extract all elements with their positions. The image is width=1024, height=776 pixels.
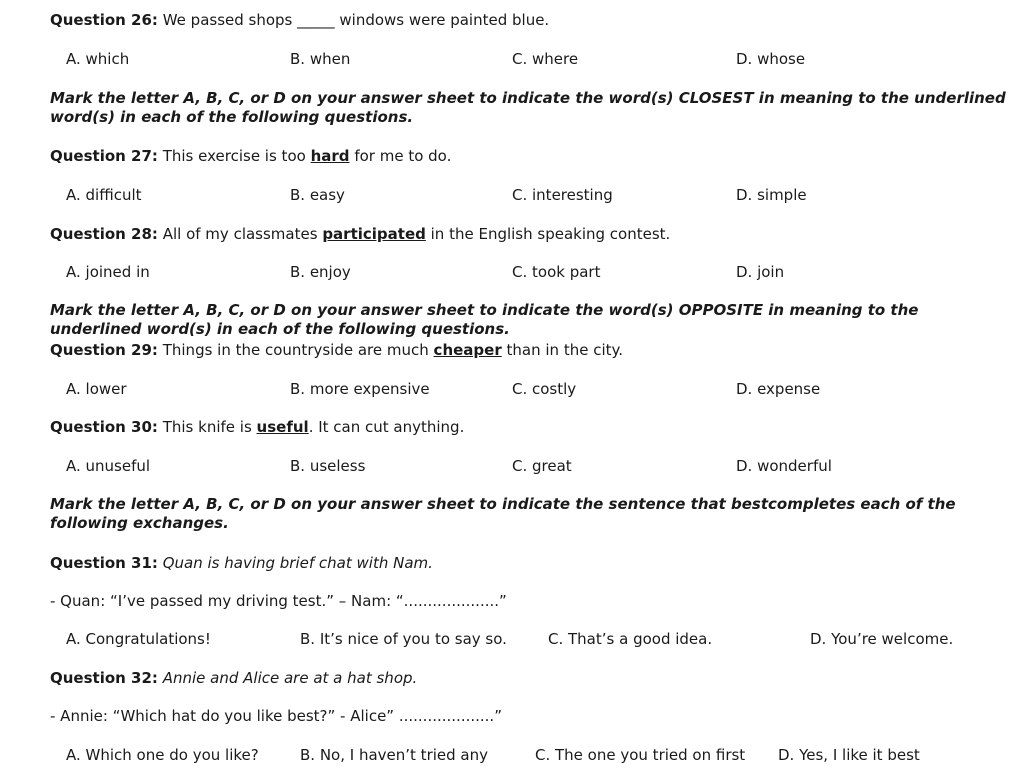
option-a[interactable]: A. difficult	[66, 186, 142, 204]
option-c[interactable]: C. great	[512, 457, 572, 475]
option-c[interactable]: C. interesting	[512, 186, 613, 204]
option-a[interactable]: A. which	[66, 50, 130, 68]
option-a[interactable]: A. lower	[66, 380, 127, 398]
question-context: Annie and Alice are at a hat shop.	[162, 669, 418, 687]
option-b[interactable]: B. No, I haven’t tried any	[300, 746, 488, 764]
option-a[interactable]: A. unuseful	[66, 457, 151, 475]
question-29	[50, 341, 623, 359]
question-32	[50, 669, 417, 687]
question-label: Question 26:	[50, 11, 158, 29]
question-context: Quan is having brief chat with Nam.	[162, 554, 433, 572]
question-label: Question 30:	[50, 418, 158, 436]
underlined-word: participated	[322, 225, 426, 243]
dialog-line: - Annie: “Which hat do you like best?” - Alice” ....................”	[50, 707, 502, 725]
option-b[interactable]: B. useless	[290, 457, 366, 475]
question-label: Question 29:	[50, 341, 158, 359]
option-d[interactable]: D. You’re welcome.	[810, 630, 954, 648]
question-text-pre: This exercise is too	[162, 147, 306, 165]
question-text-post: for me to do.	[354, 147, 452, 165]
question-28	[50, 225, 670, 243]
option-d[interactable]: D. simple	[736, 186, 807, 204]
question-label: Question 27:	[50, 147, 158, 165]
question-30	[50, 418, 464, 436]
question-text-post: than in the city.	[506, 341, 623, 359]
option-a[interactable]: A. joined in	[66, 263, 150, 281]
instruction-closest: Mark the letter A, B, C, or D on your answer sheet to indicate the word(s) CLOSEST in meaning to the underlined word(s) in each of the following questions.	[50, 89, 1006, 126]
option-c[interactable]: C. where	[512, 50, 579, 68]
question-text-post: in the English speaking contest.	[430, 225, 671, 243]
underlined-word: hard	[310, 147, 350, 165]
option-b[interactable]: B. It’s nice of you to say so.	[300, 630, 507, 648]
question-text: We passed shops _____ windows were painted blue.	[162, 11, 550, 29]
option-d[interactable]: D. Yes, I like it best	[778, 746, 920, 764]
question-text-pre: Things in the countryside are much	[162, 341, 429, 359]
question-text-pre: This knife is	[162, 418, 252, 436]
question-label: Question 28:	[50, 225, 158, 243]
option-c[interactable]: C. took part	[512, 263, 601, 281]
option-b[interactable]: B. easy	[290, 186, 345, 204]
underlined-word: cheaper	[433, 341, 502, 359]
option-c[interactable]: C. The one you tried on first	[535, 746, 746, 764]
option-b[interactable]: B. more expensive	[290, 380, 430, 398]
question-27	[50, 147, 451, 165]
instruction-opposite: Mark the letter A, B, C, or D on your answer sheet to indicate the word(s) OPPOSITE in meaning to the underlined word(s) in each of the following questions.	[50, 301, 919, 338]
option-d[interactable]: D. join	[736, 263, 785, 281]
question-text-pre: All of my classmates	[162, 225, 318, 243]
instruction-exchange: Mark the letter A, B, C, or D on your answer sheet to indicate the sentence that bestcompletes each of the following exchanges.	[50, 495, 956, 532]
option-b[interactable]: B. when	[290, 50, 351, 68]
option-a[interactable]: A. Congratulations!	[66, 630, 211, 648]
question-26	[50, 11, 549, 29]
option-b[interactable]: B. enjoy	[290, 263, 351, 281]
option-d[interactable]: D. wonderful	[736, 457, 832, 475]
question-label: Question 32:	[50, 669, 158, 687]
option-a[interactable]: A. Which one do you like?	[66, 746, 259, 764]
question-31	[50, 554, 433, 572]
underlined-word: useful	[256, 418, 309, 436]
question-text-post: . It can cut anything.	[308, 418, 465, 436]
option-c[interactable]: C. costly	[512, 380, 577, 398]
dialog-line: - Quan: “I’ve passed my driving test.” – Nam: “....................”	[50, 592, 507, 610]
option-d[interactable]: D. whose	[736, 50, 806, 68]
option-d[interactable]: D. expense	[736, 380, 821, 398]
option-c[interactable]: C. That’s a good idea.	[548, 630, 713, 648]
question-label: Question 31:	[50, 554, 158, 572]
